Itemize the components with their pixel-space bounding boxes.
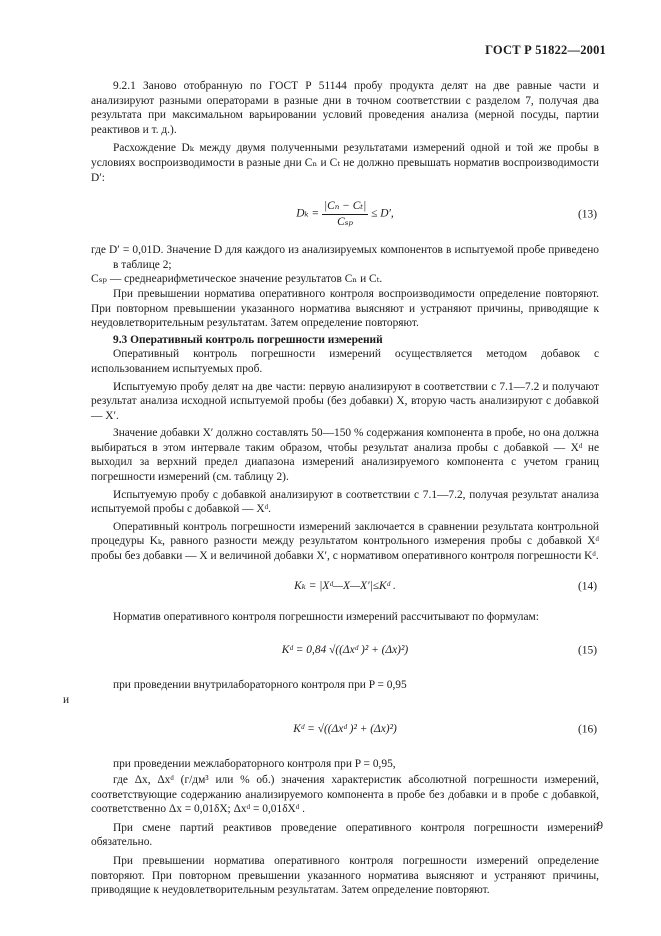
paragraph-control-comparison: Оперативный контроль погрешности измерений заключается в сравнении результата контрольной процедуры Kₖ, равного разности между результатом контрольного измерения пробы с добавкой Xᵈ пробы без добавки — X и величиной добавки X′, с нормативом оперативного контроля погрешности Kᵈ.: [91, 520, 599, 563]
paragraph-analyze-additive: Испытуемую пробу с добавкой анализируют в соответствии с 7.1—7.2, получая результат анализа испытуемой пробы с добавкой — Xᵈ.: [91, 488, 599, 516]
paragraph-delta-definition: где Δx, Δxᵈ (г/дм³ или % об.) значения характеристик абсолютной погрешности измерений, соответствующие содержанию анализируемого компонента в пробе без добавки и в пробе с добавкой, соответственно Δx = 0,01δX; Δxᵈ = 0,01δXᵈ .: [91, 774, 599, 816]
paragraph-intralab: при проведении внутрилабораторного контроля при P = 0,95: [113, 679, 407, 692]
paragraph-where-d: где D′ = 0,01D. Значение D для каждого из анализируемых компонентов в испытуемой пробе приведено в таблице 2;: [91, 244, 599, 271]
formula-13: [91, 193, 599, 237]
formula-16-number: (16): [578, 724, 597, 737]
formula-14: [91, 572, 599, 602]
paragraph-interlab: при проведении межлабораторного контроля при P = 0,95,: [113, 758, 396, 771]
formula-14-number: (14): [578, 580, 597, 593]
formula-16: [91, 715, 599, 745]
paragraph-additive-method: Оперативный контроль погрешности измерений осуществляется методом добавок с использованием испытуемых проб.: [91, 348, 599, 375]
paragraph-error-exceed: При превышении норматива оперативного контроля погрешности измерений определение повторяют. При повторном превышении указанного норматива выясняют и устраняют причины, приводящие к неудовлетворительным результатам. Затем определение повторяют.: [91, 854, 599, 897]
paragraph-reagent-change: При смене партий реактивов проведение оперативного контроля погрешности измерений обязательно.: [91, 821, 599, 849]
paragraph-reproducibility-exceed: При превышении норматива оперативного контроля воспроизводимости определение повторяют. При повторном превышении указанного норматива выясняют и устраняют причины, приводящие к неудовлетворительным результатам. Затем определение повторяют.: [91, 287, 599, 330]
formula-14-expression: Kₖ = |Xᵈ—X—X′|≤Kᵈ .: [294, 579, 396, 592]
paragraph-discrepancy: Расхождение Dₖ между двумя полученными результатами измерений одной и той же пробы в условиях воспроизводимости в разные дни Cₙ и Cₜ не должно превышать норматив воспроизводимости D′:: [91, 142, 599, 184]
paragraph-additive-value: Значение добавки X′ должно составлять 50—150 % содержания компонента в пробе, но она должна выбираться в этом интервале таким образом, чтобы результат анализа пробы с добавкой — Xᵈ не выходил за верхний предел диапазона измерений анализируемого компонента с учетом границ погрешности измерений (см. таблицу 2).: [91, 427, 599, 484]
formula-13-denominator: Cₛₚ: [337, 215, 354, 228]
formula-13-number: (13): [578, 208, 597, 221]
paragraph-csr: Cₛₚ — среднеарифметическое значение результатов Cₙ и Cₜ.: [91, 273, 383, 286]
document-body: [63, 79, 599, 898]
formula-16-expression: Kᵈ = √((Δxᵈ )² + (Δx)²): [293, 723, 397, 736]
section-heading-9-3: 9.3 Оперативный контроль погрешности измерений: [113, 333, 383, 346]
paragraph-9-2-1: 9.2.1 Заново отобранную по ГОСТ Р 51144 пробу продукта делят на две равные части и анализируют разными операторами в разные дни в точном соответствии с разделом 7, получая два результата при максимальном варьировании условий проведения анализа (мерной посуды, партии реактивов и т. д.).: [91, 80, 599, 136]
formula-13-rhs: ≤ D′,: [371, 207, 394, 220]
formula-15: [91, 636, 599, 666]
formula-15-expression: Kᵈ = 0,84 √((Δxᵈ )² + (Δx)²): [281, 644, 409, 657]
formula-15-number: (15): [578, 644, 597, 657]
formula-13-numerator: |Cₙ − Cₜ|: [322, 199, 368, 215]
formula-13-lhs: Dₖ =: [296, 207, 320, 220]
paragraph-split-sample: Испытуемую пробу делят на две части: первую анализируют в соответствии с 7.1—7.2 и получают результат анализа исходной испытуемой пробы (без добавки) X, вторую часть анализируют с добавкой — X′.: [91, 380, 599, 422]
paragraph-norm-formulas: Норматив оперативного контроля погрешности измерений рассчитывают по формулам:: [113, 610, 539, 623]
page-number: 9: [597, 820, 603, 833]
page-header: ГОСТ Р 51822—2001: [485, 43, 606, 57]
formula-13-fraction: [322, 199, 368, 229]
paragraph-and: и: [63, 693, 70, 706]
